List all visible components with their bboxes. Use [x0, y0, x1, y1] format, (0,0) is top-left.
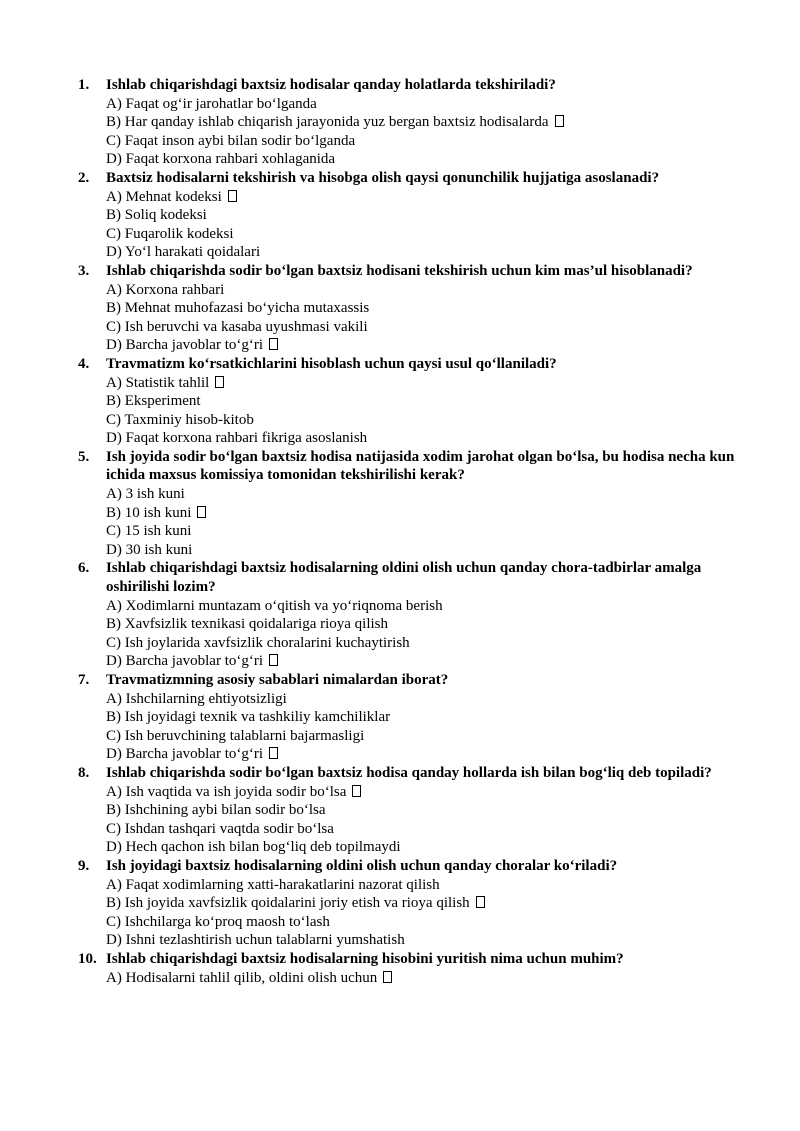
- answer-option: [106, 485, 748, 504]
- answer-option-label: B) Ish joyidagi texnik va tashkiliy kamchiliklar: [106, 709, 391, 726]
- answer-option-label: D) Ishni tezlashtirish uchun talablarni yumshatish: [106, 932, 405, 949]
- answer-option-label: B) Eksperiment: [106, 393, 201, 410]
- answer-option: [106, 206, 748, 225]
- correct-answer-marker-icon: [555, 115, 564, 127]
- question-list: [78, 76, 748, 987]
- answer-option-label: A) Faqat xodimlarning xatti-harakatlarini nazorat qilish: [106, 876, 440, 893]
- question-text: Travmatizmning asosiy sabablari nimalardan iborat?: [106, 672, 449, 688]
- answer-option: [106, 820, 748, 839]
- answer-option-label: D) Faqat korxona rahbari xohlaganida: [106, 151, 336, 168]
- answer-options: [106, 95, 748, 169]
- question-text: Ishlab chiqarishdagi baxtsiz hodisalarning hisobini yuritish nima uchun muhim?: [106, 950, 624, 967]
- question-item: [78, 857, 748, 950]
- answer-option: [106, 225, 748, 244]
- answer-option-label: C) Ishdan tashqari vaqtda sodir bo‘lsa: [106, 820, 334, 837]
- answer-option: [106, 95, 748, 114]
- question-text: Ishlab chiqarishdagi baxtsiz hodisalarning oldini olish uchun qanday chora-tadbirlar amalga oshirilishi lozim?: [106, 560, 702, 596]
- answer-option-label: C) Ish beruvchi va kasaba uyushmasi vakili: [106, 318, 368, 335]
- answer-option: [106, 913, 748, 932]
- question-text: Travmatizm ko‘rsatkichlarini hisoblash uchun qaysi usul qo‘llaniladi?: [106, 355, 557, 372]
- question-item: [78, 169, 748, 262]
- answer-option-label: D) Barcha javoblar to‘g‘ri: [106, 337, 264, 354]
- answer-option: [106, 931, 748, 950]
- answer-option: [106, 615, 748, 634]
- correct-answer-marker-icon: [269, 654, 278, 666]
- correct-answer-marker-icon: [197, 506, 206, 518]
- answer-option: [106, 783, 748, 802]
- answer-option: [106, 318, 748, 337]
- answer-options: [106, 597, 748, 671]
- answer-option-label: C) 15 ish kuni: [106, 523, 192, 540]
- answer-option-label: D) Hech qachon ish bilan bog‘liq deb topilmaydi: [106, 839, 401, 856]
- question-text: Baxtsiz hodisalarni tekshirish va hisobga olish qaysi qonunchilik hujjatiga asoslanadi?: [106, 169, 660, 186]
- answer-option-label: B) Xavfsizlik texnikasi qoidalariga rioya qilish: [106, 616, 389, 633]
- answer-option-label: D) Barcha javoblar to‘g‘ri: [106, 653, 264, 670]
- answer-option-label: C) Faqat inson aybi bilan sodir bo‘lganda: [106, 132, 356, 149]
- answer-option: [106, 894, 748, 913]
- question-item: [78, 950, 748, 987]
- question-text: Ishlab chiqarishdagi baxtsiz hodisalar qanday holatlarda tekshiriladi?: [106, 77, 556, 93]
- correct-answer-marker-icon: [228, 190, 237, 202]
- answer-option: [106, 374, 748, 393]
- correct-answer-marker-icon: [269, 747, 278, 759]
- answer-option-label: B) 10 ish kuni: [106, 504, 192, 521]
- answer-option-label: B) Ish joyida xavfsizlik qoidalarini joriy etish va rioya qilish: [106, 895, 470, 912]
- answer-option: [106, 634, 748, 653]
- answer-option: [106, 597, 748, 616]
- answer-option: [106, 429, 748, 448]
- answer-option: [106, 392, 748, 411]
- answer-option-label: A) Xodimlarni muntazam o‘qitish va yo‘riqnoma berish: [106, 597, 443, 614]
- answer-option: [106, 150, 748, 169]
- answer-option-label: A) Statistik tahlil: [106, 374, 210, 391]
- question-item: [78, 262, 748, 355]
- answer-option-label: B) Mehnat muhofazasi bo‘yicha mutaxassis: [106, 300, 370, 317]
- question-text: Ishlab chiqarishda sodir bo‘lgan baxtsiz hodisa qanday hollarda ish bilan bog‘liq deb topiladi?: [106, 764, 712, 781]
- question-number: 8.: [78, 764, 90, 781]
- answer-option: [106, 299, 748, 318]
- question-item: [78, 671, 748, 764]
- correct-answer-marker-icon: [269, 338, 278, 350]
- answer-option-label: A) Ishchilarning ehtiyotsizligi: [106, 690, 287, 707]
- answer-option-label: B) Soliq kodeksi: [106, 207, 207, 224]
- answer-options: [106, 374, 748, 448]
- answer-options: [106, 188, 748, 262]
- question-text: Ishlab chiqarishda sodir bo‘lgan baxtsiz hodisani tekshirish uchun kim mas’ul hisoblanadi?: [106, 262, 693, 279]
- question-number: 9.: [78, 857, 90, 874]
- answer-options: [106, 281, 748, 355]
- answer-option: [106, 838, 748, 857]
- question-number: 7.: [78, 672, 90, 688]
- question-item: [78, 559, 748, 671]
- answer-option: [106, 876, 748, 895]
- answer-option: [106, 690, 748, 709]
- answer-option-label: C) Ish joylarida xavfsizlik choralarini kuchaytirish: [106, 634, 410, 651]
- answer-option: [106, 411, 748, 430]
- answer-option-label: A) Mehnat kodeksi: [106, 188, 222, 205]
- answer-option-label: B) Ishchining aybi bilan sodir bo‘lsa: [106, 802, 326, 819]
- question-text: Ish joyidagi baxtsiz hodisalarning oldini olish uchun qanday choralar ko‘riladi?: [106, 857, 618, 874]
- question-item: [78, 76, 748, 169]
- answer-options: [106, 485, 748, 559]
- answer-options: [106, 969, 748, 988]
- correct-answer-marker-icon: [352, 785, 361, 797]
- answer-option: [106, 745, 748, 764]
- question-item: [78, 355, 748, 448]
- answer-option: [106, 727, 748, 746]
- answer-option: [106, 801, 748, 820]
- answer-option-label: A) Faqat og‘ir jarohatlar bo‘lganda: [106, 95, 317, 112]
- answer-option: [106, 188, 748, 207]
- answer-option: [106, 541, 748, 560]
- answer-option: [106, 281, 748, 300]
- answer-option-label: D) Barcha javoblar to‘g‘ri: [106, 746, 264, 763]
- question-number: 5.: [78, 448, 90, 465]
- answer-options: [106, 876, 748, 950]
- question-item: [78, 448, 748, 560]
- answer-option-label: A) Korxona rahbari: [106, 281, 225, 298]
- question-number: 1.: [78, 77, 90, 93]
- question-text: Ish joyida sodir bo‘lgan baxtsiz hodisa natijasida xodim jarohat olgan bo‘lsa, bu hodisa necha kun ichida maxsus komissiya tomonidan tekshirilishi kerak?: [106, 448, 735, 484]
- question-number: 2.: [78, 169, 90, 186]
- answer-options: [106, 690, 748, 764]
- answer-option-label: A) Hodisalarni tahlil qilib, oldini olish uchun: [106, 969, 378, 986]
- answer-option: [106, 708, 748, 727]
- answer-option-label: B) Har qanday ishlab chiqarish jarayonida yuz bergan baxtsiz hodisalarda: [106, 114, 549, 131]
- question-item: [78, 764, 748, 857]
- correct-answer-marker-icon: [476, 896, 485, 908]
- correct-answer-marker-icon: [383, 971, 392, 983]
- answer-option-label: C) Fuqarolik kodeksi: [106, 225, 234, 242]
- answer-option-label: D) Faqat korxona rahbari fikriga asoslanish: [106, 430, 368, 447]
- question-number: 10.: [78, 950, 97, 967]
- question-number: 4.: [78, 355, 90, 372]
- answer-option: [106, 522, 748, 541]
- answer-option: [106, 132, 748, 151]
- correct-answer-marker-icon: [215, 376, 224, 388]
- answer-option-label: C) Ish beruvchining talablarni bajarmasligi: [106, 727, 365, 744]
- answer-option-label: C) Taxminiy hisob-kitob: [106, 411, 254, 428]
- answer-option-label: D) Yo‘l harakati qoidalari: [106, 244, 261, 261]
- answer-option: [106, 336, 748, 355]
- answer-option: [106, 652, 748, 671]
- question-number: 6.: [78, 560, 90, 577]
- answer-option-label: A) Ish vaqtida va ish joyida sodir bo‘lsa: [106, 783, 347, 800]
- answer-options: [106, 783, 748, 857]
- answer-option: [106, 243, 748, 262]
- answer-option-label: A) 3 ish kuni: [106, 486, 185, 503]
- answer-option: [106, 113, 748, 132]
- answer-option: [106, 504, 748, 523]
- answer-option-label: D) 30 ish kuni: [106, 541, 193, 558]
- answer-option-label: C) Ishchilarga ko‘proq maosh to‘lash: [106, 913, 330, 930]
- question-number: 3.: [78, 262, 90, 279]
- answer-option: [106, 969, 748, 988]
